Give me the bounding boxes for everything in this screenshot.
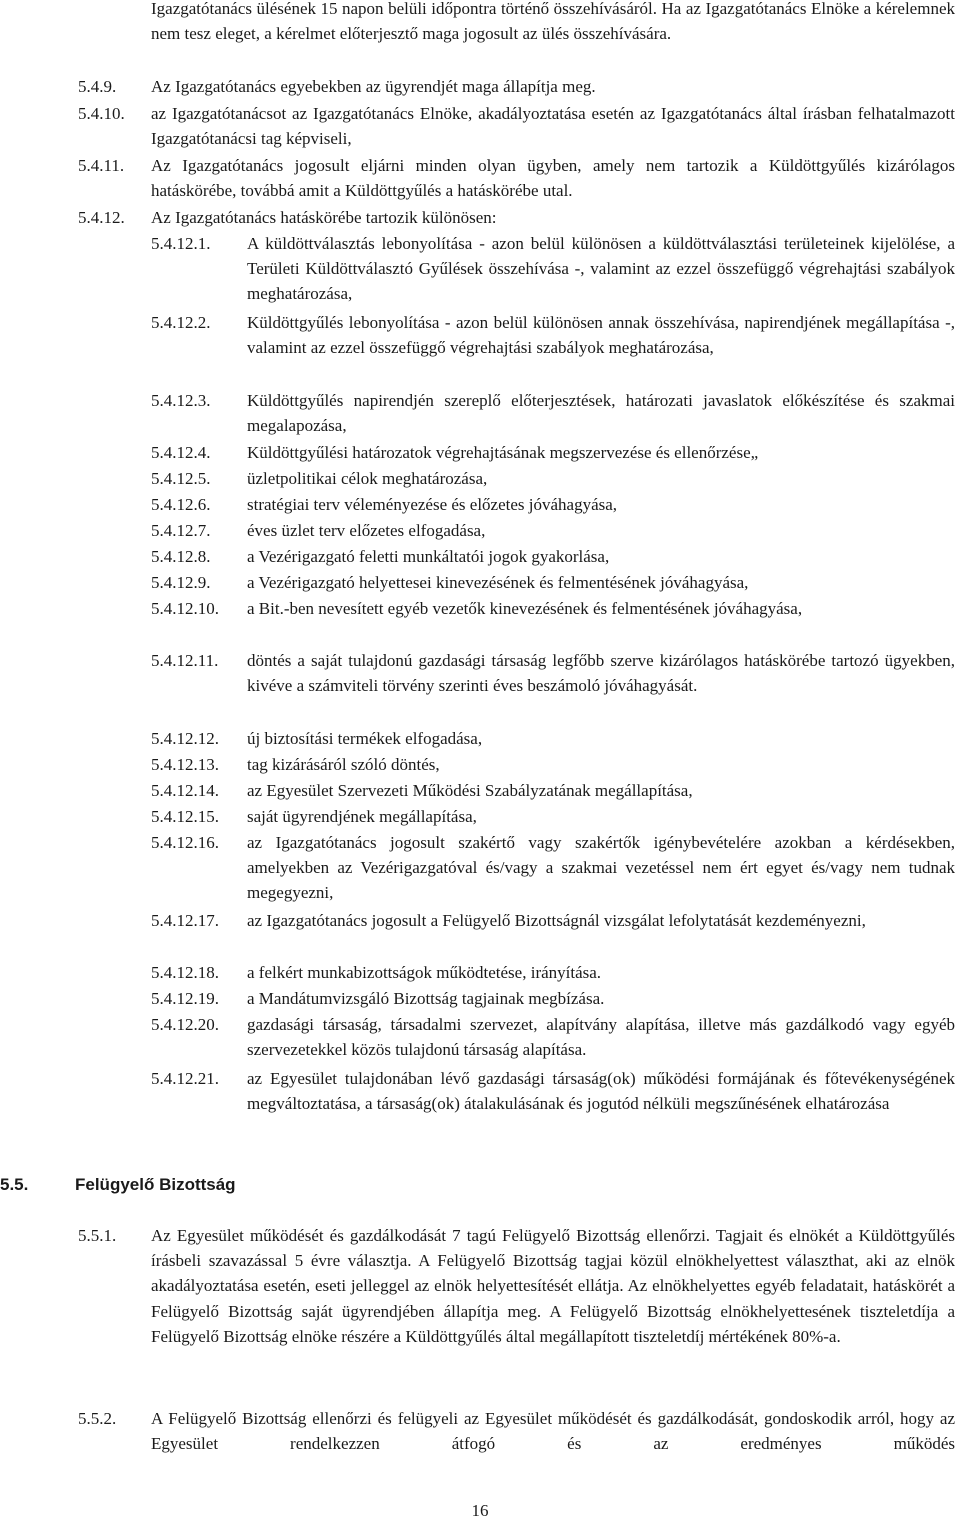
sub-list-item [151, 596, 955, 648]
item-text: saját ügyrendjének megállapítása, [247, 807, 477, 826]
item-number: 5.4.12.6. [151, 495, 211, 514]
item-number: 5.4.12.9. [151, 573, 211, 592]
item-number: 5.4.12.1. [151, 234, 211, 253]
section-number: 5.5. [0, 1175, 29, 1194]
item-text: az Egyesület Szervezeti Működési Szabályzatának megállapítása, [247, 781, 693, 800]
item-number: 5.4.12.5. [151, 469, 211, 488]
list-item [78, 205, 955, 231]
item-text: Az Igazgatótanács egyebekben az ügyrendjét maga állapítja meg. [151, 77, 596, 96]
list-item [78, 74, 955, 100]
list-item [78, 1406, 955, 1458]
sub-list-item [151, 752, 955, 778]
item-text: új biztosítási termékek elfogadása, [247, 729, 483, 748]
item-number: 5.4.11. [78, 156, 125, 175]
section-title: Felügyelő Bizottság [75, 1175, 236, 1194]
sub-list-item [151, 830, 955, 908]
item-text: A Felügyelő Bizottság ellenőrzi és felügyeli az Egyesület működését és gazdálkodását, gondoskodik arról, hogy az Egyesület rendelkezzen átfogó és az eredményes működés [151, 1409, 955, 1454]
item-number: 5.5.1. [78, 1226, 117, 1245]
item-text: a Mandátumvizsgáló Bizottság tagjainak megbízása. [247, 989, 605, 1008]
item-number: 5.4.12.13. [151, 755, 219, 774]
sub-list-item [151, 231, 955, 309]
sub-list-item [151, 544, 955, 570]
item-number: 5.4.12.2. [151, 313, 211, 332]
item-number: 5.4.10. [78, 104, 125, 123]
sub-list-item [151, 570, 955, 596]
item-text: a Bit.-ben nevesített egyéb vezetők kinevezésének és felmentésének jóváhagyása, [247, 599, 803, 618]
item-text: üzletpolitikai célok meghatározása, [247, 469, 488, 488]
item-text: az Igazgatótanács jogosult a Felügyelő Bizottságnál vizsgálat lefolytatását kezdeményezni, [247, 911, 866, 930]
item-text: Az Igazgatótanács jogosult eljárni minden olyan ügyben, amely nem tartozik a Küldöttgyűlés kizárólagos hatáskörébe, továbbá amit a Küldöttgyűlés a hatáskörébe utal. [151, 156, 955, 201]
item-number: 5.4.12.12. [151, 729, 219, 748]
item-number: 5.4.12.18. [151, 963, 219, 982]
item-number: 5.4.12.21. [151, 1069, 219, 1088]
intro-text: Igazgatótanács ülésének 15 napon belüli időpontra történő összehívásáról. Ha az Igazgatótanács Elnöke a kérelemnek nem tesz eleget, a kérelmet előterjesztő maga jogosult az ülés összehívására. [151, 0, 955, 44]
sub-list-item [151, 310, 955, 388]
item-number: 5.4.12.11. [151, 651, 219, 670]
item-text: a Vezérigazgató feletti munkáltatói jogok gyakorlása, [247, 547, 610, 566]
item-number: 5.4.12.7. [151, 521, 211, 540]
item-number: 5.4.12.10. [151, 599, 219, 618]
sub-list-item [151, 648, 955, 726]
item-text: Küldöttgyűlés napirendjén szereplő előterjesztések, határozati javaslatok előkészítése és szakmai megalapozása, [247, 391, 955, 436]
sub-list-item [151, 908, 955, 960]
item-text: A küldöttválasztás lebonyolítása - azon belül különösen a küldöttválasztási területeinek kijelölése, a Területi Küldöttválasztó Gyűlések összehívása -, valamint az ezzel összefüggő végrehajtási szabályok meghatározása, [247, 234, 955, 304]
sub-list-item [151, 440, 955, 466]
item-number: 5.5.2. [78, 1409, 117, 1428]
item-text: stratégiai terv véleményezése és előzetes jóváhagyása, [247, 495, 618, 514]
item-number: 5.4.12.20. [151, 1015, 219, 1034]
sub-list-item [151, 1066, 955, 1144]
item-number: 5.4.12.14. [151, 781, 219, 800]
sub-list-item [151, 778, 955, 804]
sub-list-item [151, 1012, 955, 1064]
sub-list-item [151, 726, 955, 752]
item-text: Az Igazgatótanács hatáskörébe tartozik különösen: [151, 208, 497, 227]
item-text: a Vezérigazgató helyettesei kinevezésének és felmentésének jóváhagyása, [247, 573, 749, 592]
item-number: 5.4.12.3. [151, 391, 211, 410]
page-number: 16 [471, 1501, 489, 1520]
item-text: az Egyesület tulajdonában lévő gazdasági társaság(ok) működési formájának és főtevékenységének megváltoztatása, a társaság(ok) átalakulásának és jogutód nélküli megszűnésének elhatározása [247, 1069, 955, 1114]
sub-list-item [151, 960, 955, 986]
sub-list-item [151, 492, 955, 518]
item-number: 5.4.12. [78, 208, 125, 227]
item-number: 5.4.12.4. [151, 443, 211, 462]
sub-list-item [151, 986, 955, 1012]
item-text: Küldöttgyűlés lebonyolítása - azon belül különösen annak összehívása, napirendjének megállapítása -, valamint az ezzel összefüggő végrehajtási szabályok meghatározása, [247, 313, 955, 358]
section-heading [0, 1172, 400, 1197]
item-number: 5.4.12.19. [151, 989, 219, 1008]
item-text: tag kizárásáról szóló döntés, [247, 755, 440, 774]
item-text: az Igazgatótanácsot az Igazgatótanács Elnöke, akadályoztatása esetén az Igazgatótanács által írásban felhatalmazott Igazgatótanácsi tag képviseli, [151, 104, 955, 149]
list-item [78, 1223, 955, 1405]
item-number: 5.4.12.17. [151, 911, 219, 930]
item-text: Az Egyesület működését és gazdálkodását 7 tagú Felügyelő Bizottság ellenőrzi. Tagjait és elnökét a Küldöttgyűlés írásbeli szavazással 5 évre választja. A Felügyelő Bizottság tagjai közül elnökhelyettest választhat, aki az elnök akadályoztatása esetén, eseti jelleggel az elnök helyettesítését ellátja. Az elnökhelyettes egyéb feladatait, hatáskörét a Felügyelő Bizottság saját ügyrendjében állapítja meg. A Felügyelő Bizottság elnökhelyettesének tiszteletdíja a Felügyelő Bizottság elnöke részére a Küldöttgyűlés által megállapított tiszteletdíj mértékének 80%-a. [151, 1226, 955, 1346]
item-text: a felkért munkabizottságok működtetése, irányítása. [247, 963, 602, 982]
sub-list-item [151, 518, 955, 544]
sub-list-item [151, 466, 955, 492]
item-text: gazdasági társaság, társadalmi szervezet, alapítvány alapítása, illetve más gazdálkodó vagy egyéb szervezetekkel közös tulajdonú társaság alapítása. [247, 1015, 955, 1060]
sub-list-item [151, 388, 955, 440]
list-item [78, 101, 955, 153]
item-number: 5.4.9. [78, 77, 117, 96]
item-text: éves üzlet terv előzetes elfogadása, [247, 521, 486, 540]
sub-list-item [151, 804, 955, 830]
item-number: 5.4.12.16. [151, 833, 219, 852]
item-number: 5.4.12.8. [151, 547, 211, 566]
item-text: Küldöttgyűlési határozatok végrehajtásának megszervezése és ellenőrzése„ [247, 443, 759, 462]
list-item [78, 153, 955, 205]
item-text: döntés a saját tulajdonú gazdasági társaság legfőbb szerve kizárólagos hatáskörébe tartozó ügyekben, kivéve a számviteli törvény szerinti éves beszámoló jóváhagyását. [247, 651, 955, 696]
item-number: 5.4.12.15. [151, 807, 219, 826]
item-text: az Igazgatótanács jogosult szakértő vagy szakértők igénybevételére azokban a kérdésekben, amelyekben az Vezérigazgatóval és/vagy a szakmai vezetéssel nem ért egyet és/vagy nem tudnak megegyezni, [247, 833, 955, 903]
